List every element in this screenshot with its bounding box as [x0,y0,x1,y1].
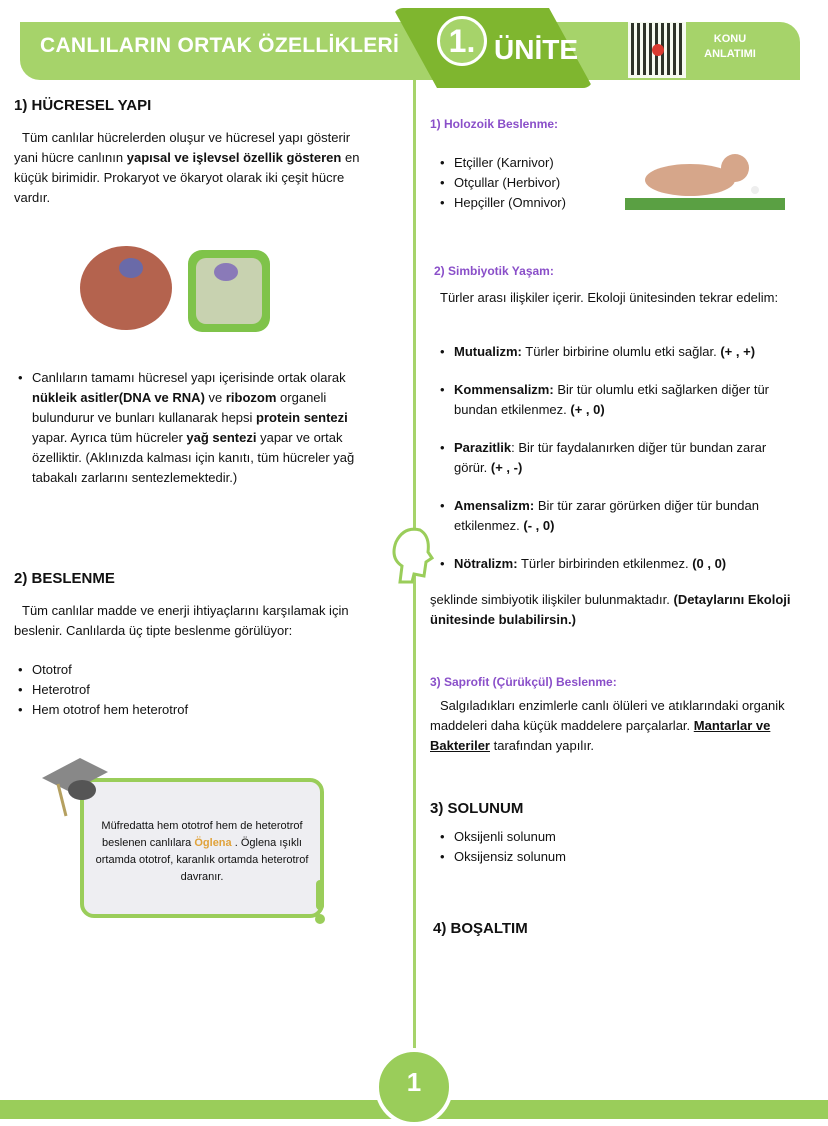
cell-illustration-icon [76,240,276,340]
paragraph: şeklinde simbiyotik ilişkiler bulunmaktadır. (Detaylarını Ekoloji ünitesinde bulabilirsin.) [430,592,791,627]
section-title: 3) SOLUNUM [430,800,524,817]
list-item: • Kommensalizm: Bir tür olumlu etki sağlarken diğer tür bundan etkilenmez. (+ , 0) [436,380,796,420]
section-title: 2) BESLENME [14,570,115,587]
subsection-title: 1) Holozoik Beslenme: [430,117,559,131]
unit-number: 1. [437,16,487,66]
qr-label-1: KONU [713,33,747,45]
note-box: Müfredatta hem ototrof hem de heterotrof beslenen canlılara Öglena . Öglena ışıklı ortamda ototrof, karanlık ortamda heterotrof davranır. [80,778,324,918]
list-item: • Hepçiller (Omnivor) [436,193,566,213]
list [436,153,566,213]
qr-code-icon[interactable] [628,20,686,78]
symbiosis-list [436,342,796,574]
qr-label [700,32,760,62]
graduation-cap-icon [40,752,110,822]
qr-label-2: ANLATIMI [704,48,756,60]
paragraph: Tüm canlılar hücrelerden oluşur ve hücresel yapı gösterir yani hücre canlının yapısal ve işlevsel özellik gösteren en küçük birimidir. Prokaryot ve ökaryot olarak iki çeşit hücre vardır. [14,130,360,205]
paragraph: Tüm canlılar madde ve enerji ihtiyaçlarını karşılamak için beslenir. Canlılarda üç tipte beslenme görülüyor: [14,603,349,638]
unit-label: ÜNİTE [494,34,578,65]
list-item: • Oksijenli solunum [436,827,566,847]
list-item: • Nötralizm: Türler birbirinden etkilenmez. (0 , 0) [436,554,796,574]
list-item: • Otçullar (Herbivor) [436,173,566,193]
list-item: • Etçiller (Karnivor) [436,153,566,173]
list-item: • Oksijensiz solunum [436,847,566,867]
paragraph: Salgıladıkları enzimlerle canlı ölüleri ve atıklarındaki organik maddeleri daha küçük maddelere parçalarlar. Mantarlar ve Bakteriler tarafından yapılır. [430,698,785,753]
list-item: • Ototrof [14,660,188,680]
subsection-title: 3) Saprofit (Çürükçül) Beslenme: [430,675,617,689]
list-item: • Heterotrof [14,680,188,700]
subsection-title: 2) Simbiyotik Yaşam: [434,264,554,278]
page-title: CANLILARIN ORTAK ÖZELLİKLERİ [40,34,400,57]
list-item: • Mutualizm: Türler birbirine olumlu etki sağlar. (+ , +) [436,342,796,362]
head-idea-icon [388,522,434,586]
list [14,660,188,720]
list-item: • Amensalizm: Bir tür zarar görürken diğer tür bundan etkilenmez. (- , 0) [436,496,796,536]
list [436,827,566,867]
exclamation-icon [312,880,328,926]
section-title: 1) HÜCRESEL YAPI [14,97,152,114]
list-item: • Hem ototrof hem heterotrof [14,700,188,720]
paragraph: Türler arası ilişkiler içerir. Ekoloji ünitesinden tekrar edelim: [440,290,779,305]
section-title: 4) BOŞALTIM [433,920,528,937]
cat-illustration-icon [605,140,785,215]
list-item: • Canlıların tamamı hücresel yapı içerisinde ortak olarak nükleik asitler(DNA ve RNA) ve ribozom organeli bulundurur ve bunları kullanarak hepsi protein sentezi yapar. Ayrıca tüm hücreler yağ sentezi yapar ve ortak özelliktir. (Aklınızda kalması için kanıtı, tüm hücreler yağ tabakalı zarlarını sentezlemektedir.) [14,368,374,488]
list [14,368,374,488]
list-item: • Parazitlik: Bir tür faydalanırken diğer tür bundan zarar görür. (+ , -) [436,438,796,478]
page-number: 1 [375,1048,453,1126]
